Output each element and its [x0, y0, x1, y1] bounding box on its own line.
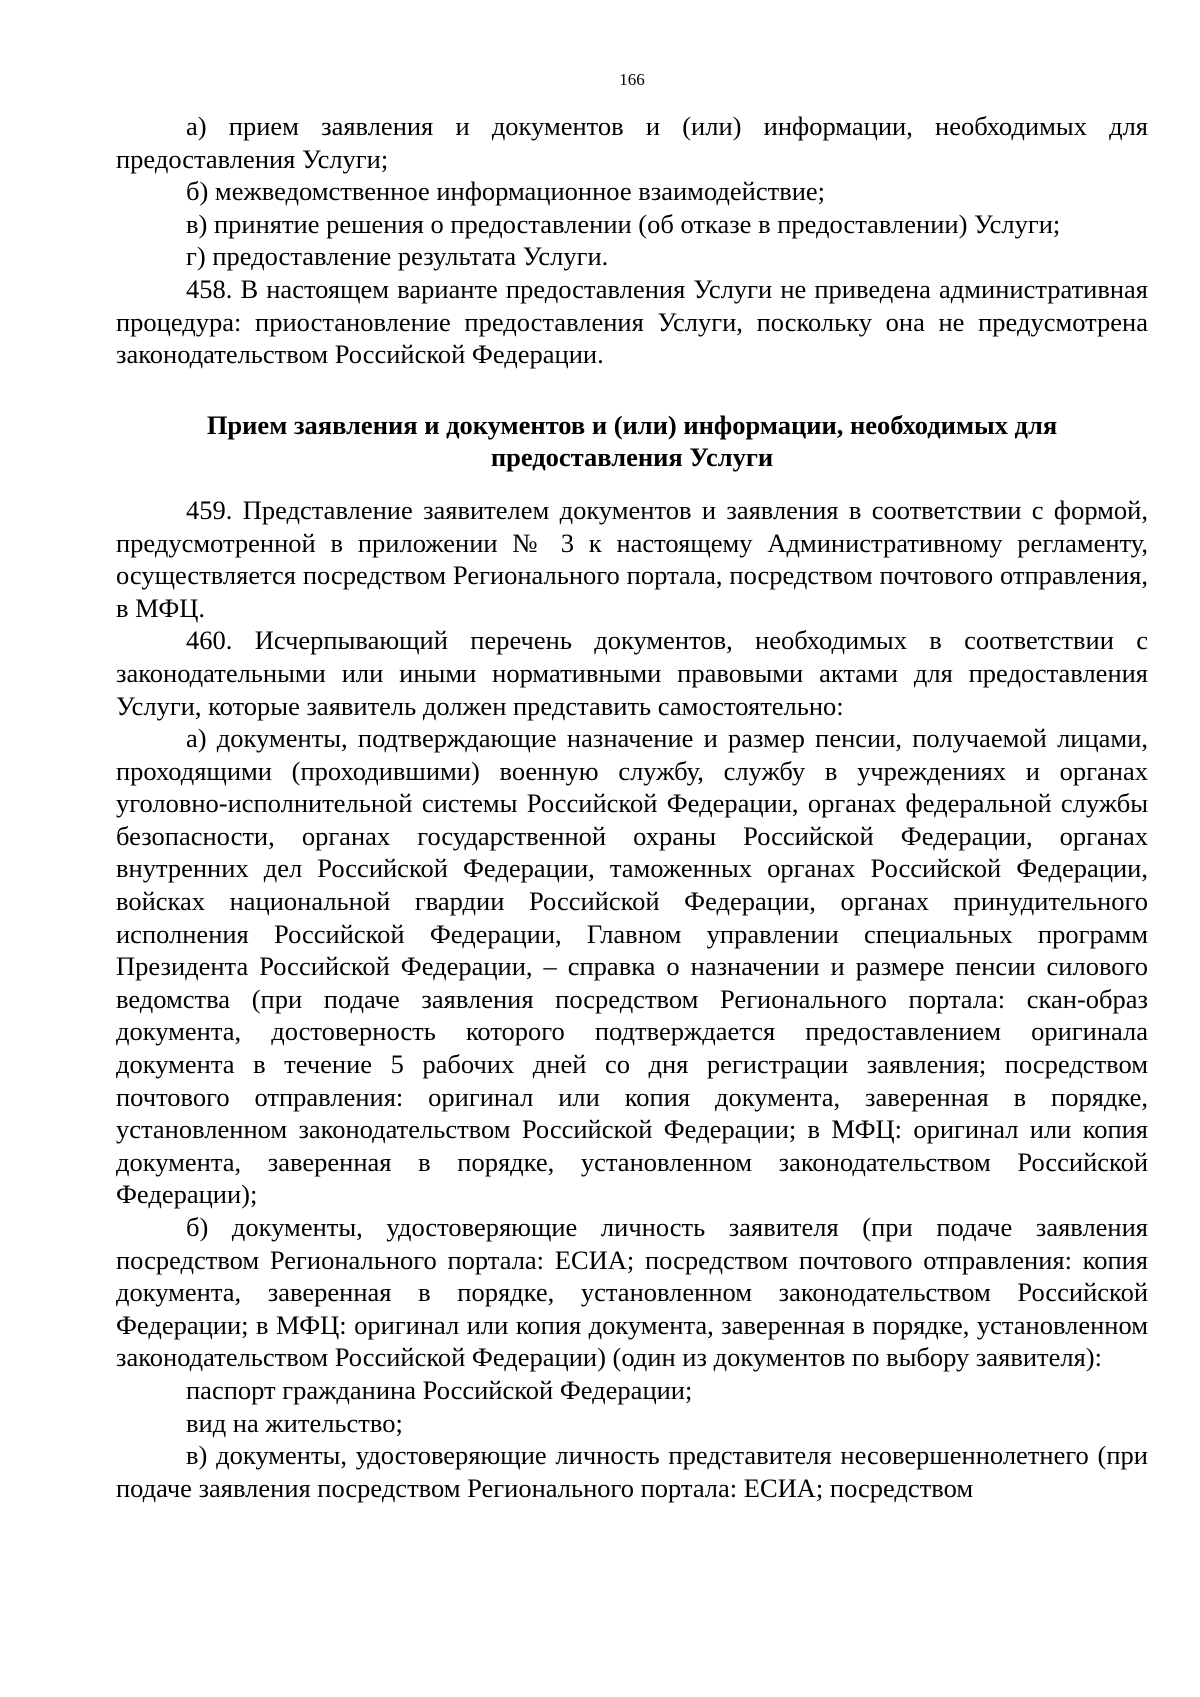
- section-heading: Прием заявления и документов и (или) информации, необходимых для предоставления Услуги: [206, 409, 1058, 473]
- document-item-b: б) документы, удостоверяющие личность заявителя (при подаче заявления посредством Регионального портала: ЕСИА; посредством почтового отправления: копия документа, заверенная в порядке, установленном законодательством Российской Федерации; в МФЦ: оригинал или копия документа, заверенная в порядке, установленном законодательством Российской Федерации) (один из документов по выбору заявителя):: [116, 1212, 1148, 1373]
- list-item-c: в) принятие решения о предоставлении (об отказе в предоставлении) Услуги;: [186, 208, 1061, 239]
- page-number: 166: [619, 70, 645, 89]
- list-item-d: г) предоставление результата Услуги.: [186, 241, 609, 272]
- list-item-a: а) прием заявления и документов и (или) информации, необходимых для предоставления Услуги;: [116, 111, 1148, 174]
- document-option-residence-permit: вид на жительство;: [186, 1407, 403, 1438]
- paragraph-458: 458. В настоящем варианте предоставления Услуги не приведена административная процедура: приостановление предоставления Услуги, поскольку она не предусмотрена законодательством Российской Федерации.: [116, 273, 1148, 370]
- paragraph-459: 459. Представление заявителем документов и заявления в соответствии с формой, предусмотренной в приложении № 3 к настоящему Административному регламенту, осуществляется посредством Регионального портала, посредством почтового отправления, в МФЦ.: [116, 494, 1148, 623]
- document-item-c: в) документы, удостоверяющие личность представителя несовершеннолетнего (при подаче заявления посредством Регионального портала: ЕСИА; посредством: [116, 1440, 1148, 1503]
- document-page: [116, 70, 1148, 1504]
- list-item-b: б) межведомственное информационное взаимодействие;: [186, 176, 826, 207]
- paragraph-460: 460. Исчерпывающий перечень документов, необходимых в соответствии с законодательными или иными нормативными правовыми актами для предоставления Услуги, которые заявитель должен представить самостоятельно:: [116, 625, 1148, 721]
- document-item-a: а) документы, подтверждающие назначение и размер пенсии, получаемой лицами, проходящими (проходившими) военную службу, службу в учреждениях и органах уголовно-исполнительной системы Российской Федерации, органах федеральной службы безопасности, органах государственной охраны Российской Федерации, органах внутренних дел Российской Федерации, таможенных органах Российской Федерации, войсках национальной гвардии Российской Федерации, органах принудительного исполнения Российской Федерации, Главном управлении специальных программ Президента Российской Федерации, – справка о назначении и размере пенсии силового ведомства (при подаче заявления посредством Регионального портала: скан-образ документа, достоверность которого подтверждается предоставлением оригинала документа в течение 5 рабочих дней со дня регистрации заявления; посредством почтового отправления: оригинал или копия документа, заверенная в порядке, установленном законодательством Российской Федерации; в МФЦ: оригинал или копия документа, заверенная в порядке, установленном законодательством Российской Федерации);: [116, 723, 1148, 1210]
- document-option-passport: паспорт гражданина Российской Федерации;: [186, 1374, 693, 1405]
